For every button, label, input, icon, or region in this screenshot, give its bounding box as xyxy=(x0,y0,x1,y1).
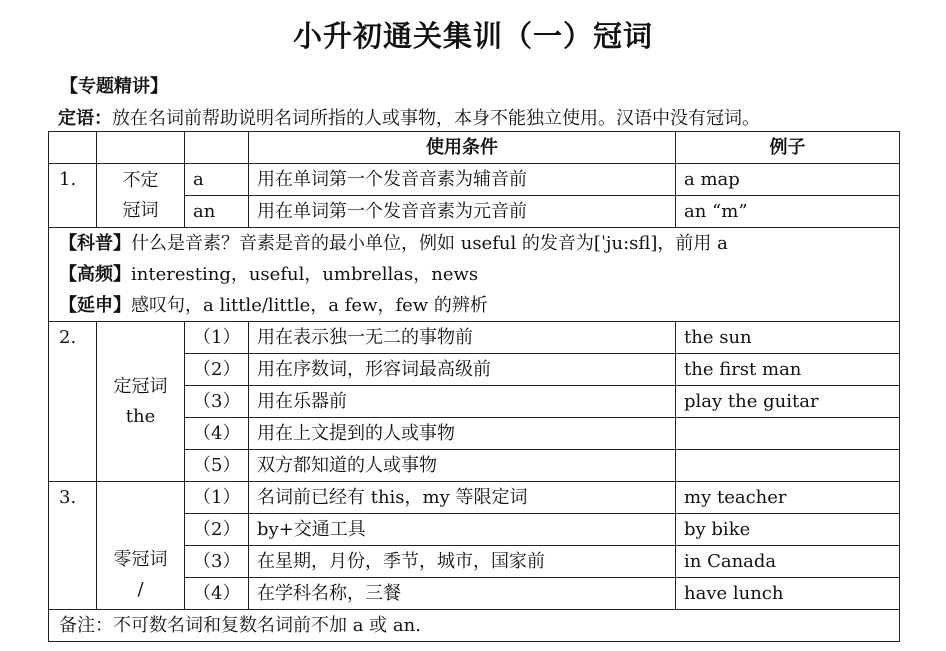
group2-index: （4） xyxy=(185,418,249,450)
group3-example: my teacher xyxy=(676,482,900,514)
group2-category-line1: 定冠词 xyxy=(113,375,168,397)
definition-line xyxy=(58,104,760,130)
table-row xyxy=(49,164,900,196)
note-gaopin xyxy=(59,259,891,290)
group3-index: （3） xyxy=(185,546,249,578)
header-cell-condition: 使用条件 xyxy=(249,132,676,164)
header-cell-index xyxy=(185,132,249,164)
group2-category xyxy=(97,322,185,482)
section-heading: 【专题精讲】 xyxy=(60,76,168,97)
group3-category-line2: / xyxy=(137,579,144,600)
definition-label: 定语： xyxy=(58,108,112,129)
group2-example: the first man xyxy=(676,354,900,386)
group1-condition: 用在单词第一个发音音素为元音前 xyxy=(249,196,676,228)
table-header-row xyxy=(49,132,900,164)
group1-category-line1: 不定 xyxy=(122,169,159,191)
header-cell-number xyxy=(49,132,97,164)
header-cell-example: 例子 xyxy=(676,132,900,164)
group2-condition: 双方都知道的人或事物 xyxy=(249,450,676,482)
group3-number: 3. xyxy=(49,482,97,610)
note-label: 【高频】 xyxy=(59,264,131,285)
group2-condition: 用在序数词，形容词最高级前 xyxy=(249,354,676,386)
group2-index: （2） xyxy=(185,354,249,386)
note-label: 【科普】 xyxy=(59,233,131,254)
definition-text: 放在名词前帮助说明名词所指的人或事物，本身不能独立使用。汉语中没有冠词。 xyxy=(112,108,760,129)
note-text: 什么是音素？音素是音的最小单位，例如 useful 的发音为[ˈju:sfl]，前用 a xyxy=(131,233,728,254)
notes-cell xyxy=(49,228,900,322)
group3-index: （2） xyxy=(185,514,249,546)
group3-category-line1: 零冠词 xyxy=(113,549,168,570)
group1-article: a xyxy=(185,164,249,196)
page-title: 小升初通关集训（一）冠词 xyxy=(292,19,653,53)
group3-condition: 名词前已经有 this，my 等限定词 xyxy=(249,482,676,514)
article-table xyxy=(48,131,900,642)
notes-row xyxy=(49,228,900,322)
table-row xyxy=(49,322,900,354)
header-cell-category xyxy=(97,132,185,164)
remark-cell: 备注：不可数名词和复数名词前不加 a 或 an. xyxy=(49,610,900,642)
group1-condition: 用在单词第一个发音音素为辅音前 xyxy=(249,164,676,196)
group3-example: have lunch xyxy=(676,578,900,610)
group3-condition: by+交通工具 xyxy=(249,514,676,546)
note-label: 【延申】 xyxy=(59,295,131,316)
group2-example xyxy=(676,418,900,450)
group3-condition: 在星期，月份，季节，城市，国家前 xyxy=(249,546,676,578)
group1-number: 1. xyxy=(49,164,97,228)
group1-example: a map xyxy=(676,164,900,196)
group3-example: in Canada xyxy=(676,546,900,578)
group2-category-line2: the xyxy=(125,405,156,427)
group2-index: （3） xyxy=(185,386,249,418)
note-text: interesting，useful，umbrellas，news xyxy=(131,264,479,285)
group2-condition: 用在乐器前 xyxy=(249,386,676,418)
group2-number: 2. xyxy=(49,322,97,482)
group2-example xyxy=(676,450,900,482)
table-row xyxy=(49,482,900,514)
group1-category-line2: 冠词 xyxy=(122,199,159,221)
group3-index: （4） xyxy=(185,578,249,610)
group3-condition: 在学科名称，三餐 xyxy=(249,578,676,610)
group2-index: （5） xyxy=(185,450,249,482)
group2-index: （1） xyxy=(185,322,249,354)
group3-example: by bike xyxy=(676,514,900,546)
remark-row xyxy=(49,610,900,642)
group3-index: （1） xyxy=(185,482,249,514)
group2-condition: 用在上文提到的人或事物 xyxy=(249,418,676,450)
note-kepu xyxy=(59,228,891,259)
group1-example: an “m” xyxy=(676,196,900,228)
group3-category xyxy=(97,482,185,610)
note-yanshen xyxy=(59,290,891,321)
note-text: 感叹句，a little/little，a few，few 的辨析 xyxy=(131,295,488,316)
group1-article: an xyxy=(185,196,249,228)
group2-condition: 用在表示独一无二的事物前 xyxy=(249,322,676,354)
group1-category xyxy=(97,164,185,228)
group2-example: play the guitar xyxy=(676,386,900,418)
group2-example: the sun xyxy=(676,322,900,354)
